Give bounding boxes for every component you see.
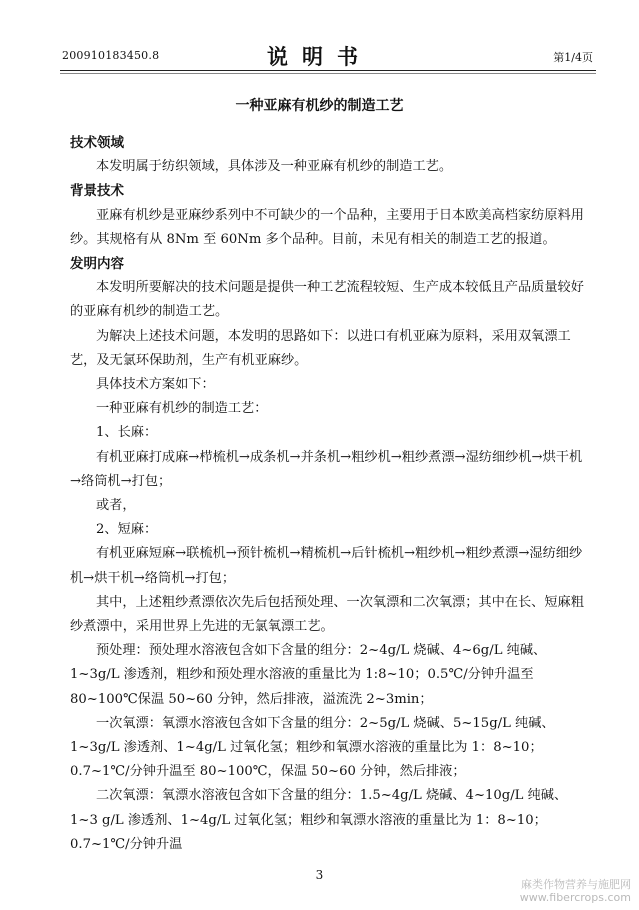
section-heading-field: 技术领域: [70, 135, 124, 151]
paragraph: 或者，: [96, 498, 136, 514]
process-flow-short: 有机亚麻短麻→联梳机→预针梳机→精梳机→后针梳机→粗纱机→粗纱煮漂→湿纺细纱机→烘干机→络筒机→打包；: [70, 546, 583, 586]
paragraph: 具体技术方案如下：: [96, 377, 215, 393]
paragraph: 为解决上述技术问题，本发明的思路如下：以进口有机亚麻为原料，采用双氧漂工艺，及无氯环保助剂，生产有机亚麻纱。: [70, 328, 571, 368]
process-flow-long: 有机亚麻打成麻→栉梳机→成条机→并条机→粗纱机→粗纱煮漂→湿纺细纱机→烘干机→络筒机→打包；: [70, 449, 583, 489]
list-label-short-flax: 2、短麻：: [96, 522, 158, 538]
first-bleach-paragraph: 一次氧漂：氧漂水溶液包含如下含量的组分：2~5g/L 烧碱、5~15g/L 纯碱、1~3g/L 渗透剂、1~4g/L 过氧化氢；粗纱和氧漂水溶液的重量比为 1：8~10；0.7~1℃/分钟升温至 80~100℃，保温 50~60 分钟，然后排液；: [70, 715, 555, 780]
paragraph: 其中，上述粗纱煮漂依次先后包括预处理、一次氧漂和二次氧漂；其中在长、短麻粗纱煮漂中，采用世界上先进的无氯氧漂工艺。: [70, 594, 584, 635]
paragraph: 本发明属于纺织领域，具体涉及一种亚麻有机纱的制造工艺。: [96, 159, 453, 175]
watermark-line1: 麻类作物营养与施肥网: [521, 878, 631, 891]
watermark: [520, 878, 631, 904]
page-info: 第1/4页: [553, 51, 593, 64]
header-divider-thin: [60, 73, 596, 74]
pretreatment-paragraph: 预处理：预处理水溶液包含如下含量的组分：2~4g/L 烧碱、4~6g/L 纯碱、1~3g/L 渗透剂，粗纱和预处理水溶液的重量比为 1:8~10；0.5℃/分钟升温至 80~100℃保温 50~60 分钟，然后排液，溢流洗 2~3min；: [70, 643, 547, 707]
header-divider: [60, 70, 596, 71]
paragraph: 亚麻有机纱是亚麻纱系列中不可缺少的一个品种，主要用于日本欧美高档家纺原料用纱。其规格有从 8Nm 至 60Nm 多个品种。目前，未见有相关的制造工艺的报道。: [70, 207, 584, 247]
paragraph: 一种亚麻有机纱的制造工艺：: [96, 401, 268, 417]
section-heading-content: 发明内容: [70, 256, 124, 273]
page-number: 3: [315, 868, 324, 882]
document-body: [70, 131, 590, 857]
second-bleach-paragraph: 二次氧漂：氧漂水溶液包含如下含量的组分：1.5~4g/L 烧碱、4~10g/L 纯碱、1~3 g/L 渗透剂、1~4g/L 过氧化氢；粗纱和氧漂水溶液的重量比为 1：8~10；0.7~1℃/分钟升温: [70, 788, 568, 852]
document-title: 一种亚麻有机纱的制造工艺: [235, 98, 404, 114]
watermark-line2: www.fibercrops.com: [519, 891, 631, 904]
section-heading-background: 背景技术: [70, 183, 124, 200]
list-label-long-flax: 1、长麻：: [96, 425, 158, 441]
header-title: 说明书: [267, 44, 372, 69]
doc-number: 200910183450.8: [62, 49, 160, 62]
paragraph: 本发明所要解决的技术问题是提供一种工艺流程较短、生产成本较低且产品质量较好的亚麻有机纱的制造工艺。: [70, 280, 584, 320]
